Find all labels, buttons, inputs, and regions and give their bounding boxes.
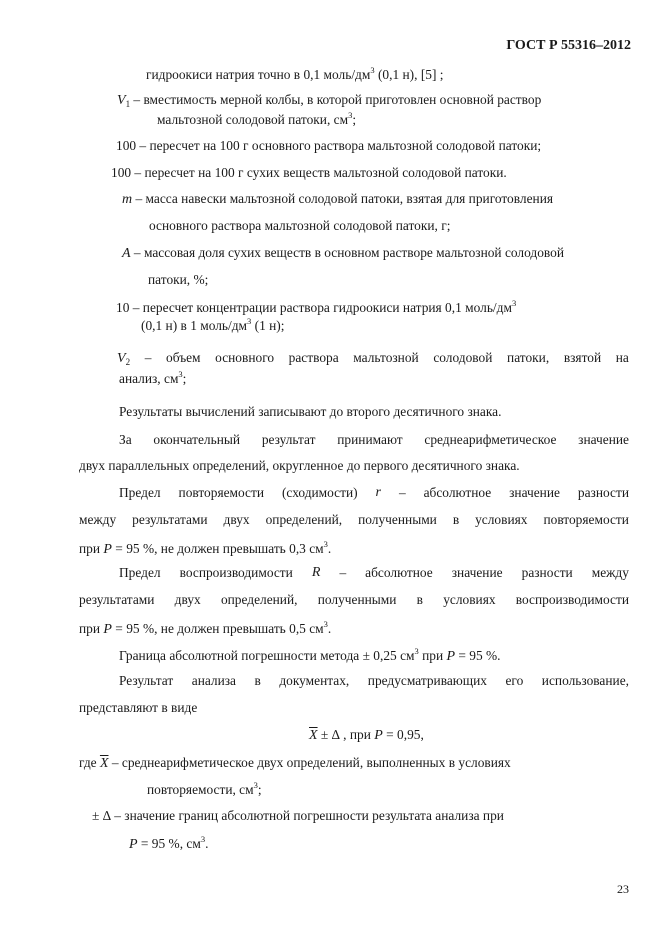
- def-100-solution: 100 – пересчет на 100 г основного раствора мальтозной солодовой патоки;: [116, 138, 542, 153]
- where-x-definition: где $\overline{X}$ – среднеарифметическое двух определений, выполненных в условиях: [79, 755, 511, 771]
- m-definition-cont: основного раствора мальтозной солодовой патоки, г;: [149, 218, 451, 233]
- a-definition: A – массовая доля сухих веществ в основном растворе мальтозной солодовой: [122, 245, 564, 261]
- v2-symbol: V: [117, 351, 126, 366]
- paragraph-final-result: За окончательный результат принимают среднеарифметическое значение: [119, 432, 629, 447]
- v1-definition-cont: мальтозной солодовой патоки, $см^3$;: [157, 110, 357, 127]
- v2-definition: $V_2$ – объем основного раствора мальтозной солодовой патоки, взятой на: [117, 350, 629, 367]
- a-definition-cont: патоки, %;: [148, 272, 209, 287]
- def-100-dry: 100 – пересчет на 100 г сухих веществ мальтозной солодовой патоки.: [111, 165, 507, 180]
- paragraph-error-bound: Граница абсолютной погрешности метода ± 0,25 $см^3$ при P = 95 %.: [119, 646, 501, 664]
- paragraph-final-result-cont: двух параллельных определений, округленное до первого десятичного знака.: [79, 458, 520, 473]
- document-code: ГОСТ Р 55316–2012: [506, 38, 631, 53]
- a-symbol: A: [122, 246, 131, 261]
- where-delta-definition: ± ∆ – значение границ абсолютной погрешности результата анализа при: [92, 808, 504, 823]
- paragraph-result-presentation: Результат анализа в документах, предусматривающих его использование,: [119, 673, 629, 688]
- x-bar-symbol: $\overline{X}$: [309, 728, 318, 743]
- v1-symbol: V: [117, 93, 126, 108]
- paragraph-result-presentation-cont: представляют в виде: [79, 700, 198, 715]
- m-symbol: m: [122, 192, 133, 207]
- v2-definition-cont: анализ, $см^3$;: [119, 369, 187, 386]
- v1-definition: $V_1$ – вместимость мерной колбы, в которой приготовлен основной раствор: [117, 92, 542, 109]
- paragraph-repeatability: Предел повторяемости (сходимости) r – абсолютное значение разности: [119, 485, 629, 500]
- paragraph-repeatability-cont: между результатами двух определений, полученными в условиях повторяемости: [79, 512, 629, 527]
- paragraph-reproducibility-cont: результатами двух определений, полученными в условиях воспроизводимости: [79, 592, 629, 607]
- where-x-definition-cont: повторяемости, $см^3$;: [147, 780, 262, 797]
- paragraph-reproducibility-limit: при P = 95 %, не должен превышать 0,5 $см^3$.: [79, 619, 332, 637]
- paragraph-repeatability-limit: при P = 95 %, не должен превышать 0,3 $см^3$.: [79, 539, 332, 557]
- paragraph-rounding: Результаты вычислений записывают до второго десятичного знака.: [119, 404, 502, 419]
- def-10-conversion-cont: (0,1 н) в 1 моль/$дм^3$ (1 н);: [141, 316, 285, 333]
- m-definition: m – масса навески мальтозной солодовой патоки, взятая для приготовления: [122, 191, 554, 207]
- page-number: 23: [617, 882, 629, 896]
- naoh-concentration-line: гидроокиси натрия точно в 0,1 моль/$дм^3$ (0,1 н), [5] ;: [146, 65, 444, 82]
- def-10-conversion: 10 – пересчет концентрации раствора гидроокиси натрия 0,1 моль/$дм^3$: [116, 298, 517, 315]
- paragraph-reproducibility: Предел воспроизводимости R – абсолютное значение разности между: [119, 565, 629, 580]
- result-formula: $\overline{X}$ ± ∆ , при P = 0,95,: [309, 727, 424, 743]
- where-delta-definition-cont: P = 95 %, $см^3$.: [129, 834, 209, 852]
